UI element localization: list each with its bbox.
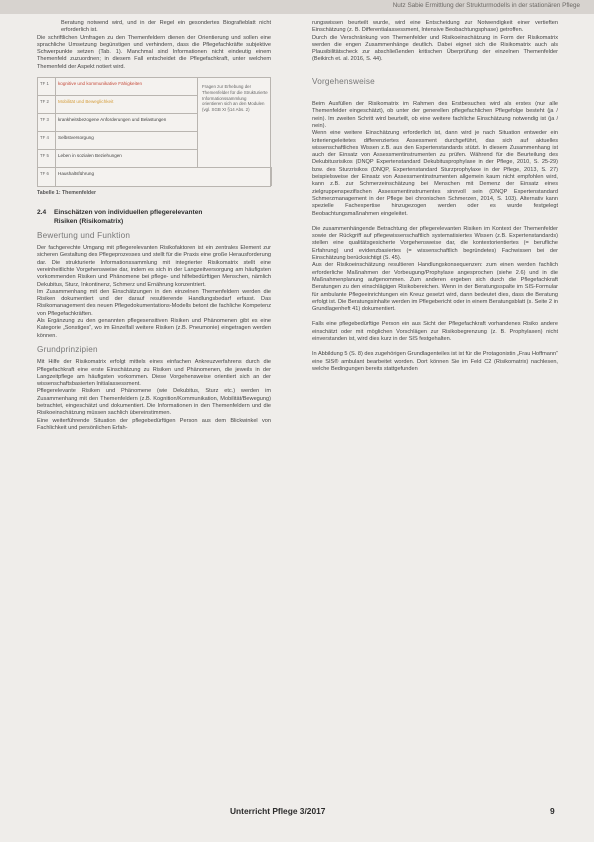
paragraph: Als Ergänzung zu den genannten pflegesensitiven Risiken und Phänomenen gibt es eine Kategorie „Sonstiges“, wo im Einzelfall weitere Risiken (z.B. Pneumonie) eingetragen werden können. <box>37 318 271 339</box>
table-row-name: Leben in sozialen Beziehungen <box>56 150 198 168</box>
table-note: Fragen zur Erhebung der Themenfelder für die Strukturierte Informationssammlung orientieren sich an den Modulen (vgl. SGB XI §14 Abs. 2) <box>198 78 272 168</box>
paragraph: Wenn eine weitere Einschätzung erforderlich ist, dann wird je nach Situation entweder ein kriteriengeleitetes differenziertes Assessment durchgeführt, das sich auf aktuelles wissenschaftliches Wissen z.B. aus den Expertenstandards stützt. In diesem Zusammenhang ist auch der Einsatz von Assessmentinstrumenten zu prüfen. Während für die Beurteilung des Dekubitusrisikos (DNQP Expertenstandard Dekubitusprophylaxe in der Pflege, 2010, S. 25-29) bzw. des Sturzrisikos (DNQP, Expertenstandard Sturzprophylaxe in der Pflege, 2013, S. 27) beispielsweise der Einsatz von Assessmentinstrumenten allgemein kaum nicht empfohlen wird, kann z.B. zur Schmerzeinschätzung bei Menschen mit Demenz der Einsatz eines zielgruppenspezifischen Assessmentinstrumentes sinnvoll sein (DNQP Expertenstandard Schmerzmanagement in der Pflege bei chronischen Schmerzen, 2014, S. 103). Alternativ kann spezielle Fachexpertise hinzugezogen werden oder es wurde festgelegt Beobachtungsmaßnahmen eingeleitet. <box>312 130 558 217</box>
table-row-name: Selbstversorgung <box>56 132 198 150</box>
running-header-title: Nutz Sabie Ermittlung der Strukturmodells in der stationären Pflege <box>392 2 580 9</box>
journal-title: Unterricht Pflege 3/2017 <box>230 806 326 816</box>
spacer <box>312 313 558 321</box>
right-column <box>312 20 558 373</box>
paragraph: In Abbildung 5 (S. 8) des zugehörigen Grundlagenteiles ist ist für die Protagonistin „Frau Hoffmann“ eine SIS® ambulant bearbeitet worden. Dort können Sie im Feld C2 (Risikomatrix) nachlesen, welche Bedingungen bereits stattgefunden <box>312 351 558 372</box>
paragraph: Beim Ausfüllen der Risikomatrix im Rahmen des Erstbesuches wird als erstes (nur alle Themenfelder eingeschätzt), ob unter der generellen pflegefachlichen Pflegefolge besteht (ja / nein). Im zweiten Schritt wird beurteilt, ob eine weitere fachliche Einschätzung notwendig ist (ja / nein). <box>312 101 558 129</box>
table-row-tf: TF 2 <box>38 96 56 114</box>
table-row-tf: TF 1 <box>38 78 56 96</box>
paragraph: Eine weiterführende Situation der pflegebedürftigen Person aus dem Blickwinkel von Fachlichkeit und persönlichen Erfah- <box>37 417 271 431</box>
subheading: Grundprinzipien <box>37 344 98 354</box>
table-row-name: krankheitsbezogene Anforderungen und Belastungen <box>56 114 198 132</box>
section-title-line: Einschätzen von individuellen pflegerelevanten <box>54 209 203 217</box>
running-header <box>0 0 594 14</box>
subheading: Vorgehensweise <box>312 76 375 86</box>
table-row-tf: TF 4 <box>38 132 56 150</box>
table-row-name: Mobilität und Beweglichkeit <box>56 96 198 114</box>
table-caption: Tabelle 1: Themenfelder <box>37 190 96 197</box>
paragraph: Die zusammenhängende Betrachtung der pflegerelevanten Risiken im Kontext der Themenfelder sowie der Rückgriff auf pflegewissenschaftlich systematisiertes Wissen (z.B. Expertenstandards) stellen eine qualitätsgesicherte Vorgehensweise dar, die kontextorientiertes (= berufliche Erfahrung) und evidenzbasiertes (= wissenschaftlich begründetes) Fachwissen bei der Einschätzung berücksichtigt (S. 45). <box>312 225 558 262</box>
left-column <box>37 20 271 432</box>
section-title-line: Risiken (Risikomatrix) <box>54 217 124 225</box>
subheading: Bewertung und Funktion <box>37 230 131 240</box>
paragraph: rungswissen beurteilt wurde, wird eine Entscheidung zur Notwendigkeit einer vertieften Einschätzung (z. B. Differentialassessment, Intensive Beobachtungsphase) getroffen. <box>312 20 558 34</box>
paragraph: Aus der Risikoeinschätzung resultieren Handlungskonsequenzen: zum einen werden fachlich erforderliche Maßnahmen der Vorbeugung/Prophylaxe angesprochen (siehe 2.6) und in die Maßnahmenplanung aufgenommen. Zum anderen ergeben sich durch die Pflegefachkraft Beratungen zu den einschlägigen Risikobereichen. Wenn in der Beratungsspalte im SIS-Formular für ambulante Pflegeeinrichtungen ein Kreuz gesetzt wird, dann bedeutet dies, dass die Beratung erfolgt ist. Die Beratungsinhalte werden im Pflegebericht oder in einem Beratungsblatt (s. Seite 2 in Grundlagenheft 41) dokumentiert. <box>312 262 558 313</box>
table-row-name: kognitive und kommunikative Fähigkeiten <box>56 78 198 96</box>
section-number: 2.4 <box>37 209 47 217</box>
spacer <box>312 218 558 226</box>
paragraph: Durch die Verschränkung von Themenfelder und Risikoeinschätzung in Form der Risikomatrix werden die engen Zusammenhänge deutlich. Dabei eignet sich die Risikomatrix auch als Plausibilitätscheck zur abschließenden kritischen Überprüfung der einzelnen Themenfelder (Beikirch et. al. 2016, S. 44). <box>312 34 558 63</box>
table-row-tf: TF 5 <box>38 150 56 168</box>
spacer <box>312 343 558 351</box>
table-row-name: Haushaltsführung <box>56 168 272 186</box>
paragraph: Mit Hilfe der Risikomatrix erfolgt mittels eines einfachen Ankreuzverfahrens durch die Pflegefachkraft eine erste Einschätzung zu Risiken und Phänomenen, die jeweils in der Langzeitpflege am häufigsten vorkommen. Diese Vorgehensweise orientiert sich an der wissenschaftsbasierten Initialassessment. <box>37 359 271 388</box>
page-number: 9 <box>550 806 555 816</box>
paragraph: Der fachgerechte Umgang mit pflegerelevanten Risikofaktoren ist ein zentrales Element zur sicheren Gestaltung des Pflegeprozesses und stellt für die Praxis eine große Herausforderung dar. Die strukturierte Informationssammlung mit integrierter Risikomatrix stellt eine vereinheitlichte Vorgehensweise dar, indem es sich in der Langzeitversorgung am häufigsten vorkommenden Risiken und Phänomene bei pflege- und hilfebedürftigen Menschen, nämlich Dekubitus, Sturz, Inkontinenz, Schmerz und Ernährung konzentriert. <box>37 245 271 288</box>
paragraph: Falls eine pflegebedürftige Person ein aus Sicht der Pflegefachkraft vorhandenes Risiko andere einschätzt oder mit möglichen Vorschlägen zur Risikobegrenzung (z. B. Prophylaxen) nicht einverstanden ist, wird dies kurz in der SIS festgehalten. <box>312 321 558 342</box>
table-row-tf: TF 6 <box>38 168 56 186</box>
paragraph: Beratung notwend wird, und in der Regel ein gesondertes Biografieblatt nicht erforderlich ist. <box>61 20 271 34</box>
paragraph: Pflegerelevante Risiken und Phänomene (wie Dekubitus, Sturz etc.) werden im Zusammenhang mit den Themenfeldern (z.B. Kognition/Kommunikation, Mobilität/Bewegung) betrachtet, eingeschätzt und dokumentiert. Die Informationen in den Themenfeldern und die Risikoeinschätzung müssen sachlich übereinstimmen. <box>37 388 271 417</box>
themenfelder-table <box>37 77 271 187</box>
paragraph: Die schriftlichen Umfragen zu den Themenfeldern dienen der Orientierung und sollen eine sprachliche Umsetzung begünstigen und verhindern, dass die Pflegefachkräfte subjektive Schwerpunkte setzen (Tab. 1). Manchmal sind Informationen nicht eindeutig einem Themenfeld zuzuordnen; in diesem Fall entscheidet die Pflegefachkraft, unter welchem Themenfeld der Aspekt notiert wird. <box>37 34 271 70</box>
table-row-tf: TF 3 <box>38 114 56 132</box>
section-heading <box>37 209 271 225</box>
paragraph: Im Zusammenhang mit den Einschätzungen in den einzelnen Themenfeldern werden die Risiken dokumentiert und der darauf resultierende Handlungsbedarf erfasst. Das Risikomanagement des neuen Pflegedokumentations-Modells betont die fachliche Kompetenz von Pflegefachkräften. <box>37 288 271 317</box>
